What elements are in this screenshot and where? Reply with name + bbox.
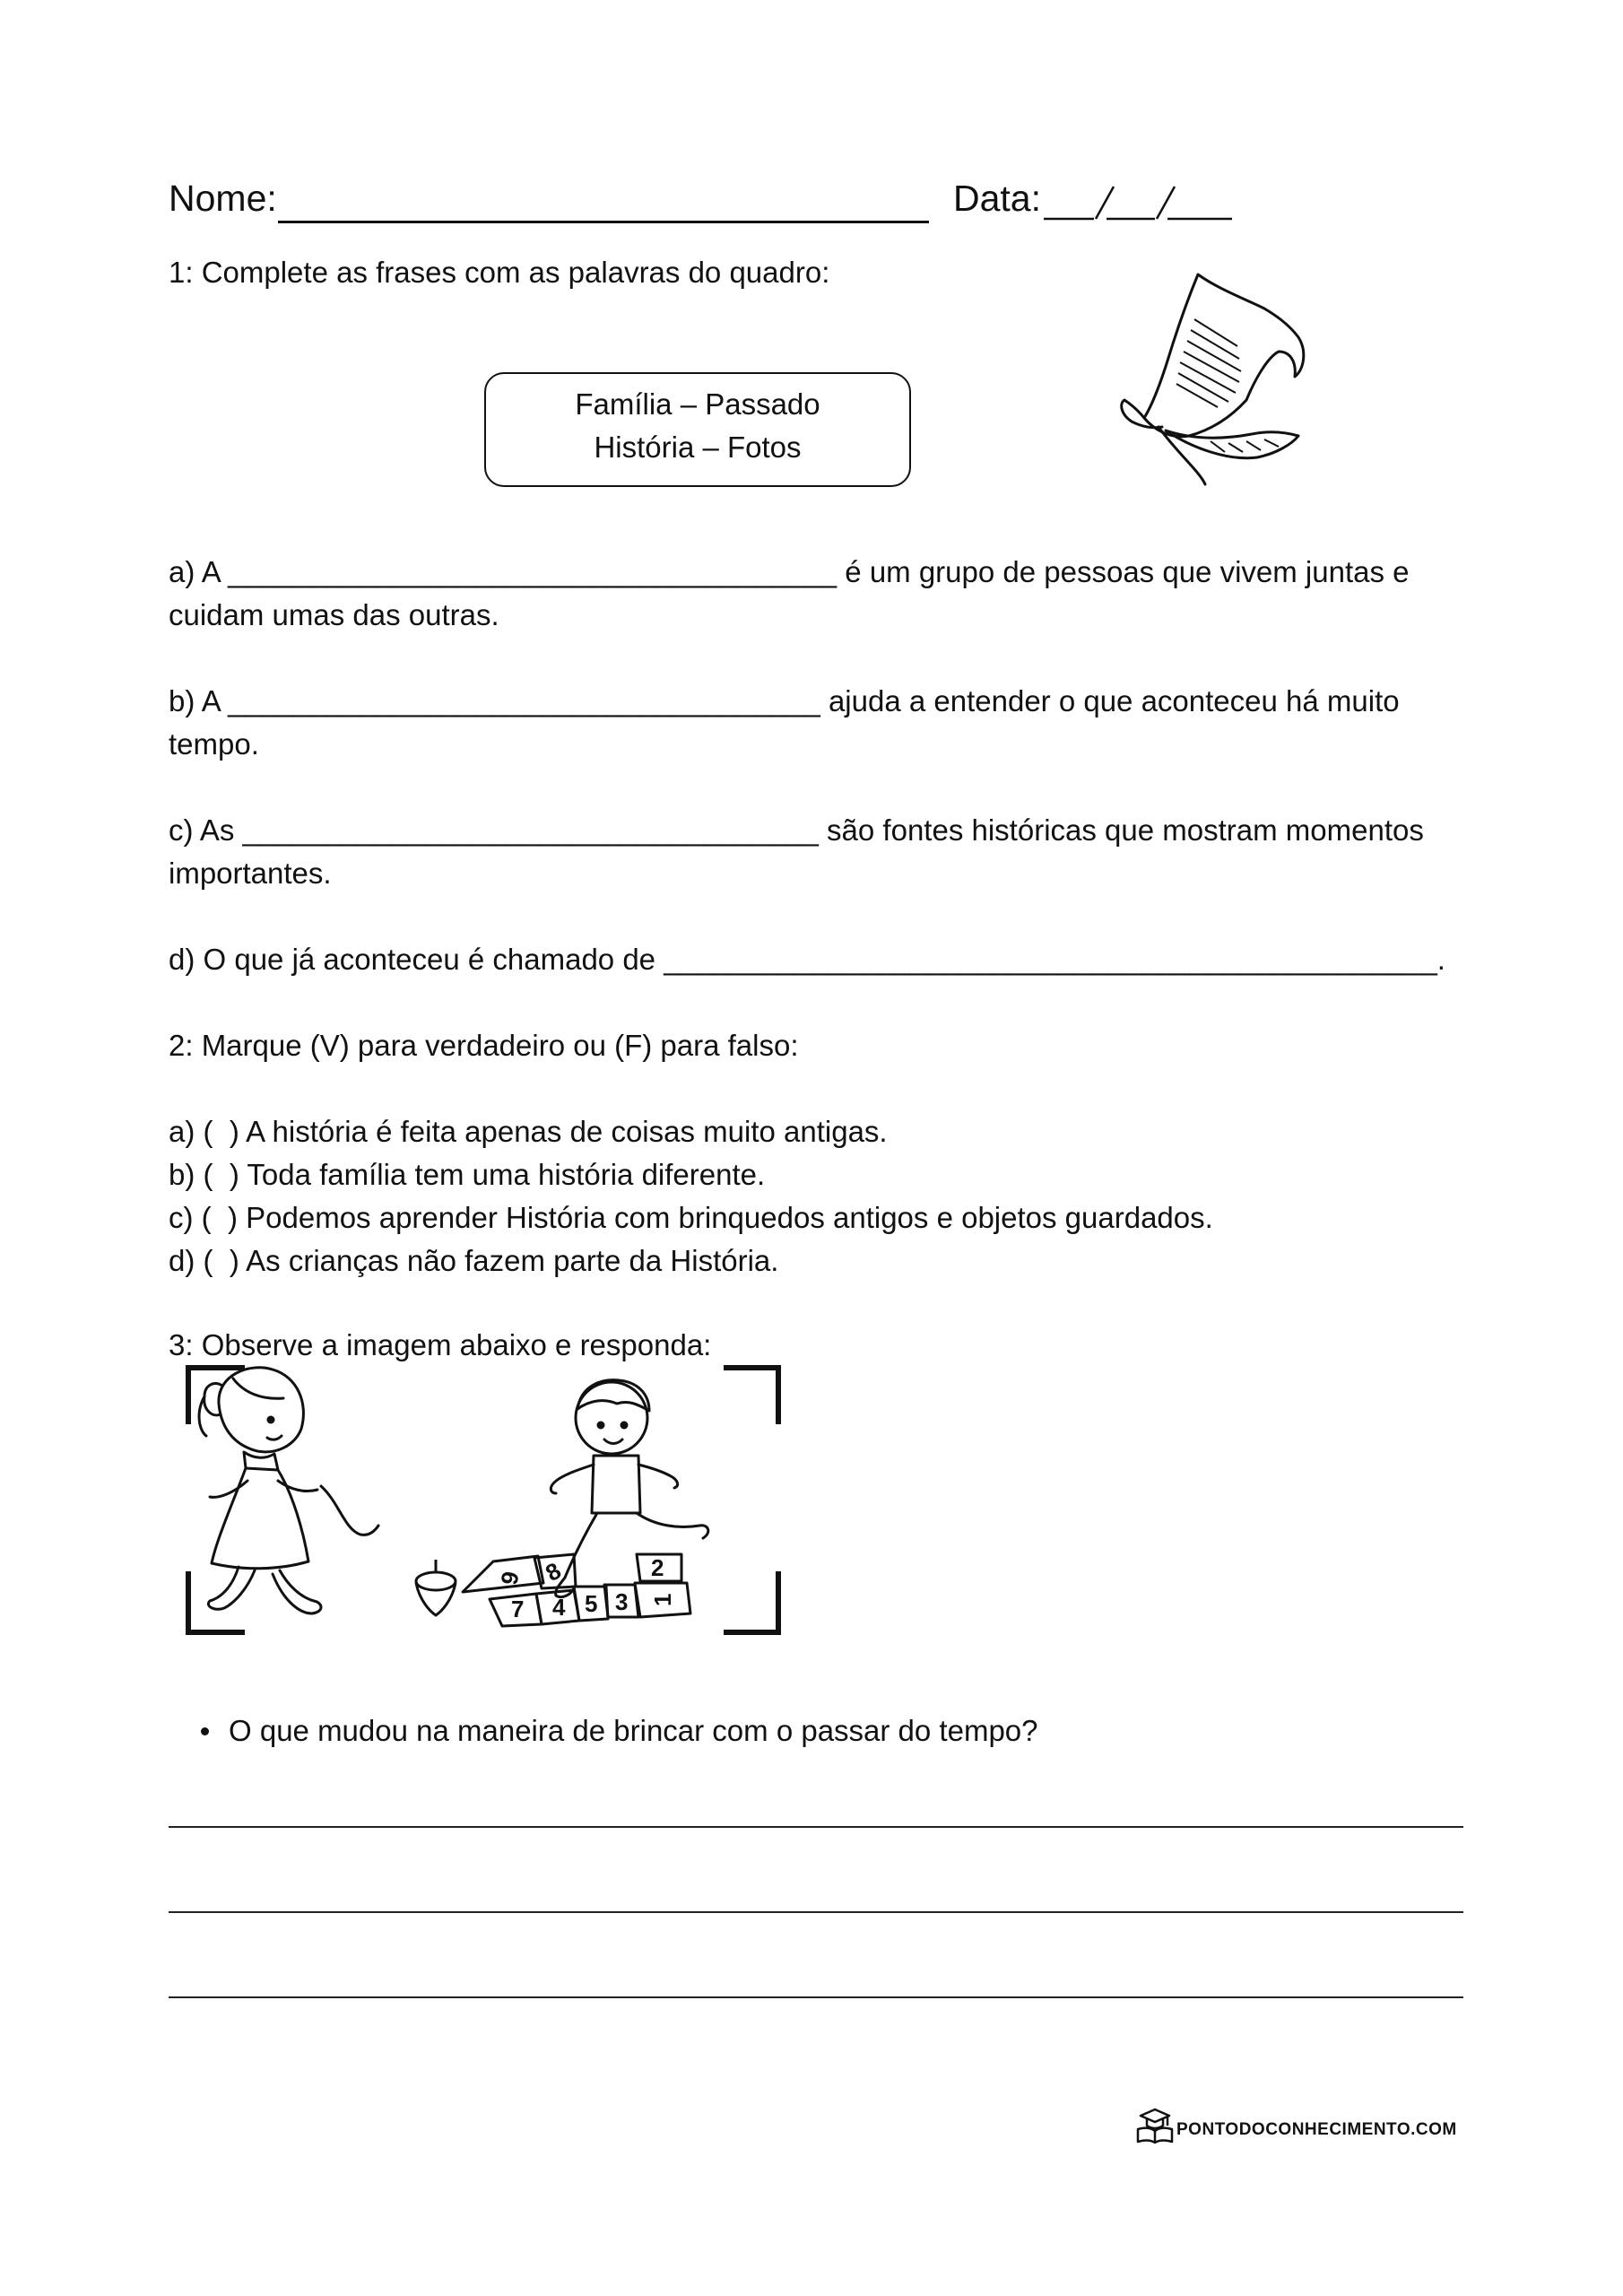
q1-prompt: 1: Complete as frases com as palavras do quadro: (169, 256, 830, 289)
hopscotch-number-3: 3 (615, 1588, 629, 1615)
answer-line-1[interactable] (169, 1826, 1463, 1828)
q1-item-b-blank[interactable]: ____________________________________ (228, 684, 820, 718)
q3-prompt: 3: Observe a imagem abaixo e responda: (169, 1328, 712, 1361)
word-box-line-2: História – Fotos (594, 430, 802, 464)
book-graduate-icon (1135, 2108, 1175, 2144)
children-playing-illustration (179, 1359, 789, 1641)
q2-prompt: 2: Marque (V) para verdadeiro ou (F) para falso: (169, 1029, 799, 1062)
q1-item-c-continuation: importantes. (169, 857, 332, 890)
date-field[interactable] (1042, 179, 1239, 224)
girl-figure (199, 1368, 378, 1613)
q1-item-a-suffix: é um grupo de pessoas que vivem juntas e (837, 555, 1410, 588)
hopscotch-number-5: 5 (585, 1590, 598, 1617)
hopscotch-number-7: 7 (511, 1596, 525, 1622)
q1-item-d-suffix: . (1436, 943, 1445, 976)
q1-item-c-suffix: são fontes históricas que mostram momentos (818, 813, 1424, 847)
q2-item-d[interactable]: d) ( ) As crianças não fazem parte da História. (169, 1244, 779, 1277)
q1-item-a-blank[interactable]: _____________________________________ (228, 555, 838, 588)
bullet-dot (201, 1727, 209, 1735)
word-box-line-1: Família – Passado (575, 387, 820, 421)
hopscotch-number-9: 9 (495, 1569, 525, 1587)
q1-item-d (169, 938, 1469, 981)
q1-item-b-continuation: tempo. (169, 727, 259, 761)
answer-line-3[interactable] (169, 1996, 1463, 1998)
date-label: Data: (953, 178, 1041, 219)
q1-item-c-prefix: c) As (169, 813, 243, 847)
q2-item-a[interactable]: a) ( ) A história é feita apenas de coisas muito antigas. (169, 1115, 888, 1148)
footer-site: PONTODOCONHECIMENTO.COM (1176, 2120, 1457, 2139)
hopscotch-numbers (496, 1554, 676, 1622)
q2-item-c[interactable]: c) ( ) Podemos aprender História com brinquedos antigos e objetos guardados. (169, 1201, 1213, 1234)
q1-item-a (169, 551, 1469, 594)
spinning-top-icon (416, 1560, 456, 1615)
q1-item-c (169, 809, 1469, 852)
name-field-line[interactable] (278, 221, 929, 223)
word-box (484, 372, 911, 487)
q1-item-b-suffix: ajuda a entender o que aconteceu há muito (820, 684, 1400, 718)
name-label: Nome: (169, 178, 277, 219)
q1-item-b-prefix: b) A (169, 684, 229, 718)
answer-line-2[interactable] (169, 1911, 1463, 1913)
hopscotch-number-4: 4 (552, 1594, 566, 1621)
q1-item-a-prefix: a) A (169, 555, 229, 588)
q1-item-c-blank[interactable]: ___________________________________ (242, 813, 819, 847)
q2-item-b[interactable]: b) ( ) Toda família tem uma história diferente. (169, 1158, 766, 1191)
q1-item-b (169, 680, 1469, 723)
q1-item-d-blank[interactable]: _______________________________________________ (664, 943, 1437, 976)
hopscotch-number-2: 2 (651, 1554, 664, 1581)
hopscotch-number-1: 1 (649, 1593, 676, 1606)
q1-item-a-continuation: cuidam umas das outras. (169, 598, 499, 631)
hopscotch-number-8: 8 (541, 1556, 566, 1587)
q3-question: O que mudou na maneira de brincar com o passar do tempo? (229, 1714, 1038, 1747)
frame-corners (188, 1368, 778, 1632)
scroll-quill-illustration (1112, 269, 1336, 493)
q1-item-d-prefix: d) O que já aconteceu é chamado de (169, 943, 664, 976)
